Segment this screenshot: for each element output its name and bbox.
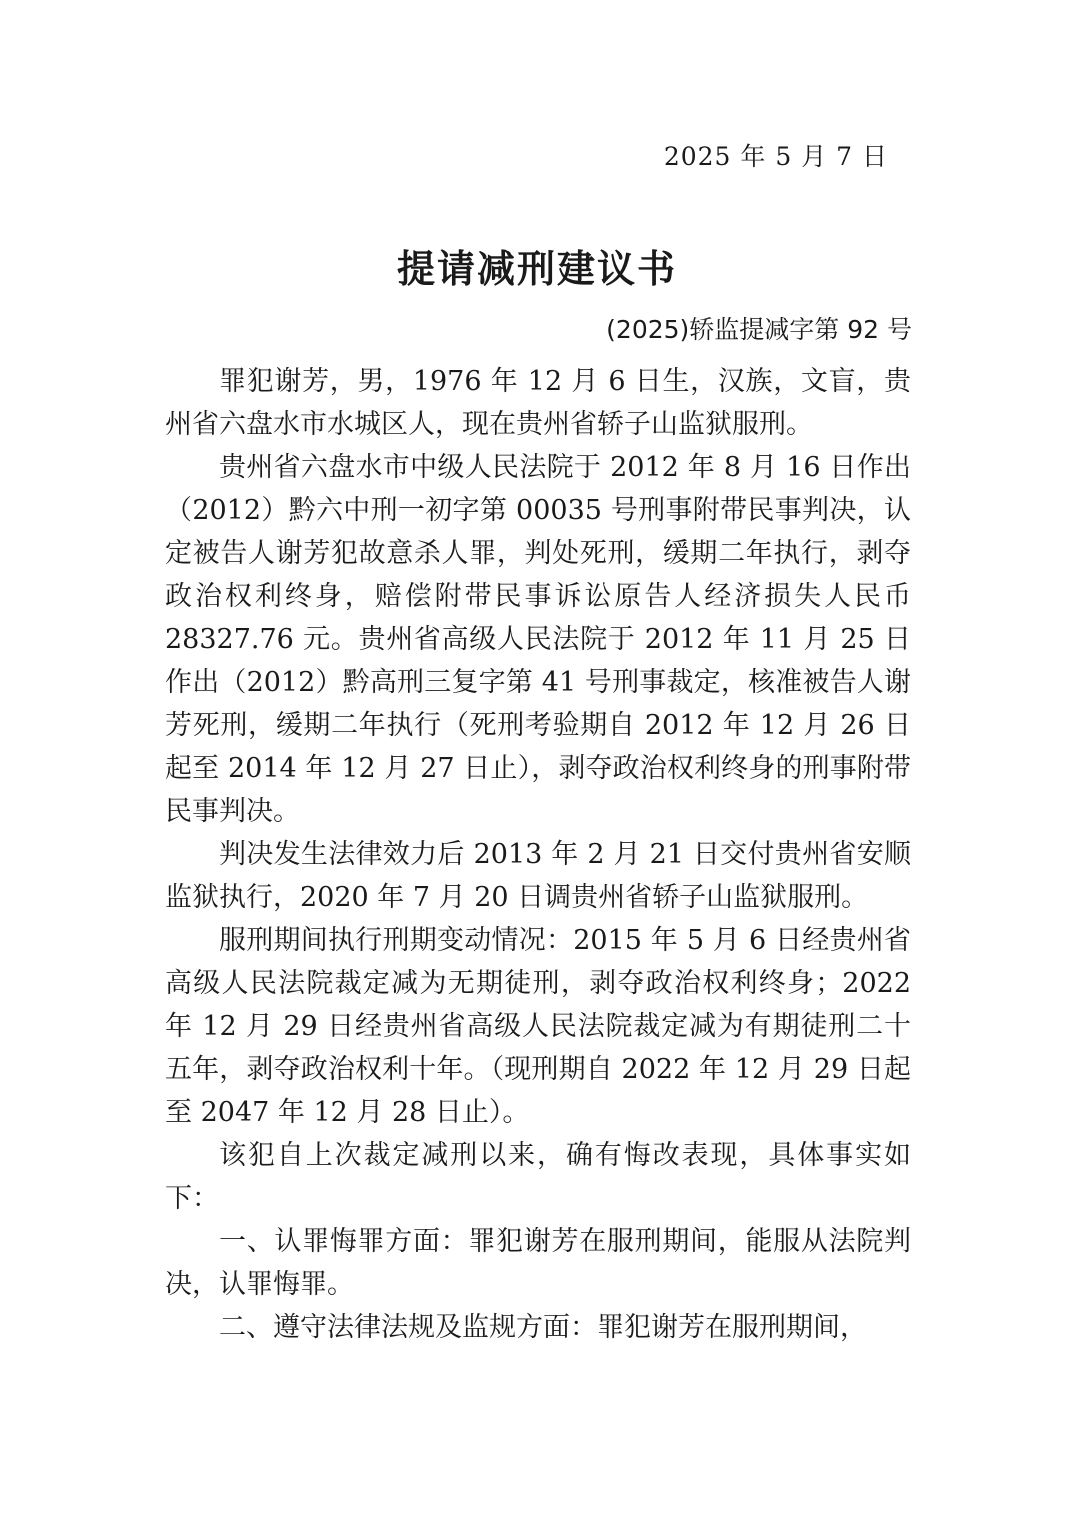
paragraph-sentence-changes: 服刑期间执行刑期变动情况：2015 年 5 月 6 日经贵州省高级人民法院裁定减为无期徒刑，剥夺政治权利终身；2022 年 12 月 29 日经贵州省高级人民法院裁定减为有期徒刑二十五年，剥夺政治权利十年。（现刑期自 2022 年 12 月 29 日起至 2047 年 12 月 28 日止）。 [165, 925, 911, 1128]
paragraph-point-one: 一、认罪悔罪方面：罪犯谢芳在服刑期间，能服从法院判决，认罪悔罪。 [165, 1226, 911, 1300]
paragraph-point-two: 二、遵守法律法规及监规方面：罪犯谢芳在服刑期间， [219, 1312, 867, 1343]
document-date: 2025 年 5 月 7 日 [663, 142, 888, 171]
document-body [165, 360, 911, 1349]
paragraph-execution: 判决发生法律效力后 2013 年 2 月 21 日交付贵州省安顺监狱执行，2020 年 7 月 20 日调贵州省轿子山监狱服刑。 [165, 839, 911, 913]
document-title: 提请减刑建议书 [396, 247, 677, 291]
paragraph-repentance-intro: 该犯自上次裁定减刑以来，确有悔改表现，具体事实如下： [165, 1140, 911, 1214]
document-number: (2025)轿监提减字第 92 号 [606, 315, 912, 344]
paragraph-criminal-info: 罪犯谢芳，男，1976 年 12 月 6 日生，汉族，文盲，贵州省六盘水市水城区人，现在贵州省轿子山监狱服刑。 [165, 366, 911, 440]
paragraph-judgment: 贵州省六盘水市中级人民法院于 2012 年 8 月 16 日作出（2012）黔六中刑一初字第 00035 号刑事附带民事判决，认定被告人谢芳犯故意杀人罪，判处死刑，缓期二年执行，剥夺政治权利终身，赔偿附带民事诉讼原告人经济损失人民币 28327.76 元。贵州省高级人民法院于 2012 年 11 月 25 日作出（2012）黔高刑三复字第 41 号刑事裁定，核准被告人谢芳死刑，缓期二年执行（死刑考验期自 2012 年 12 月 26 日起至 2014 年 12 月 27 日止），剥夺政治权利终身的刑事附带民事判决。 [165, 452, 911, 827]
